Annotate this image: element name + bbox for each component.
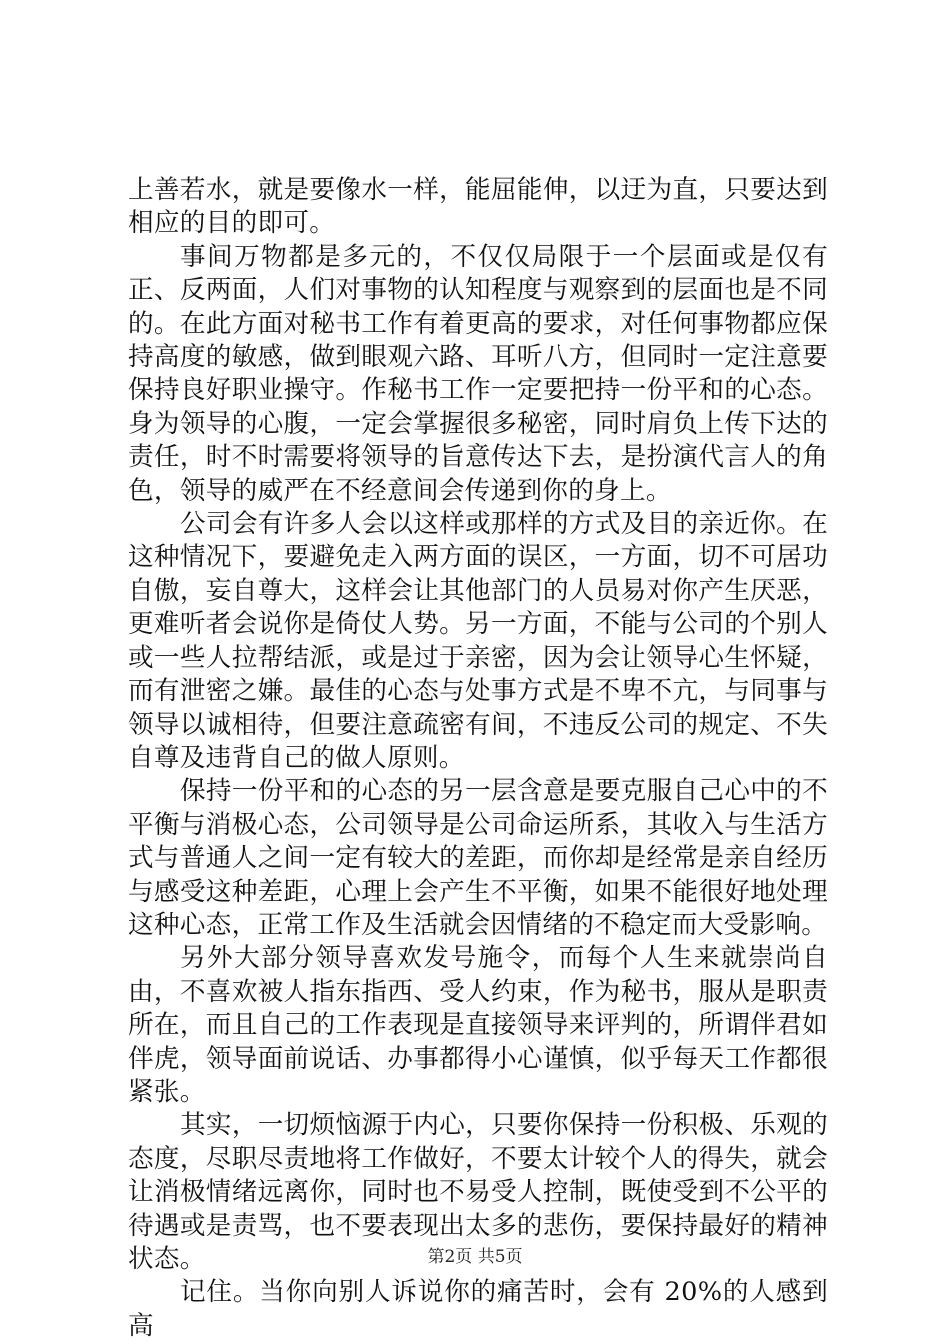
document-body	[128, 174, 828, 1343]
paragraph-3: 公司会有许多人会以这样或那样的方式及目的亲近你。在这种情况下，要避免走入两方面的误区，一方面，切不可居功自傲，妄自尊大，这样会让其他部门的人员易对你产生厌恶，更难听者会说你是倚仗人势。另一方面，不能与公司的个别人或一些人拉帮结派，或是过于亲密，因为会让领导心生怀疑，而有泄密之嫌。最佳的心态与处事方式是不卑不亢，与同事与领导以诚相待，但要注意疏密有间，不违反公司的规定、不失自尊及违背自己的做人原则。	[128, 509, 828, 773]
paragraph-2: 事间万物都是多元的，不仅仅局限于一个层面或是仅有正、反两面，人们对事物的认知程度与观察到的层面也是不同的。在此方面对秘书工作有着更高的要求，对任何事物都应保持高度的敏感，做到眼观六路、耳听八方，但同时一定注意要保持良好职业操守。作秘书工作一定要把持一份平和的心态。身为领导的心腹，一定会掌握很多秘密，同时肩负上传下达的责任，时不时需要将领导的旨意传达下去，是扮演代言人的角色，领导的威严在不经意间会传递到你的身上。	[128, 241, 828, 506]
paragraph-7: 记住。当你向别人诉说你的痛苦时，会有 20%的人感到高	[128, 1277, 828, 1341]
page-number-footer: 第2页 共5页	[427, 1247, 523, 1267]
paragraph-1: 上善若水，就是要像水一样，能屈能伸，以迂为直，只要达到相应的目的即可。	[128, 175, 828, 239]
paragraph-5: 另外大部分领导喜欢发号施令，而每个人生来就崇尚自由，不喜欢被人指东指西、受人约束，作为秘书，服从是职责所在，而且自己的工作表现是直接领导来评判的，所谓伴君如伴虎，领导面前说话、办事都得小心谨慎，似乎每天工作都很紧张。	[128, 943, 828, 1107]
paragraph-4: 保持一份平和的心态的另一层含意是要克服自己心中的不平衡与消极心态，公司领导是公司命运所系，其收入与生活方式与普通人之间一定有较大的差距，而你却是经常是亲自经历与感受这种差距，心理上会产生不平衡，如果不能很好地处理这种心态，正常工作及生活就会因情绪的不稳定而大受影响。	[128, 776, 828, 940]
paragraph-6: 其实，一切烦恼源于内心，只要你保持一份积极、乐观的态度，尽职尽责地将工作做好，不要太计较个人的得失，就会让消极情绪远离你，同时也不易受人控制，既使受到不公平的待遇或是责骂，也不要表现出太多的悲伤，要保持最好的精神状态。	[128, 1110, 828, 1274]
